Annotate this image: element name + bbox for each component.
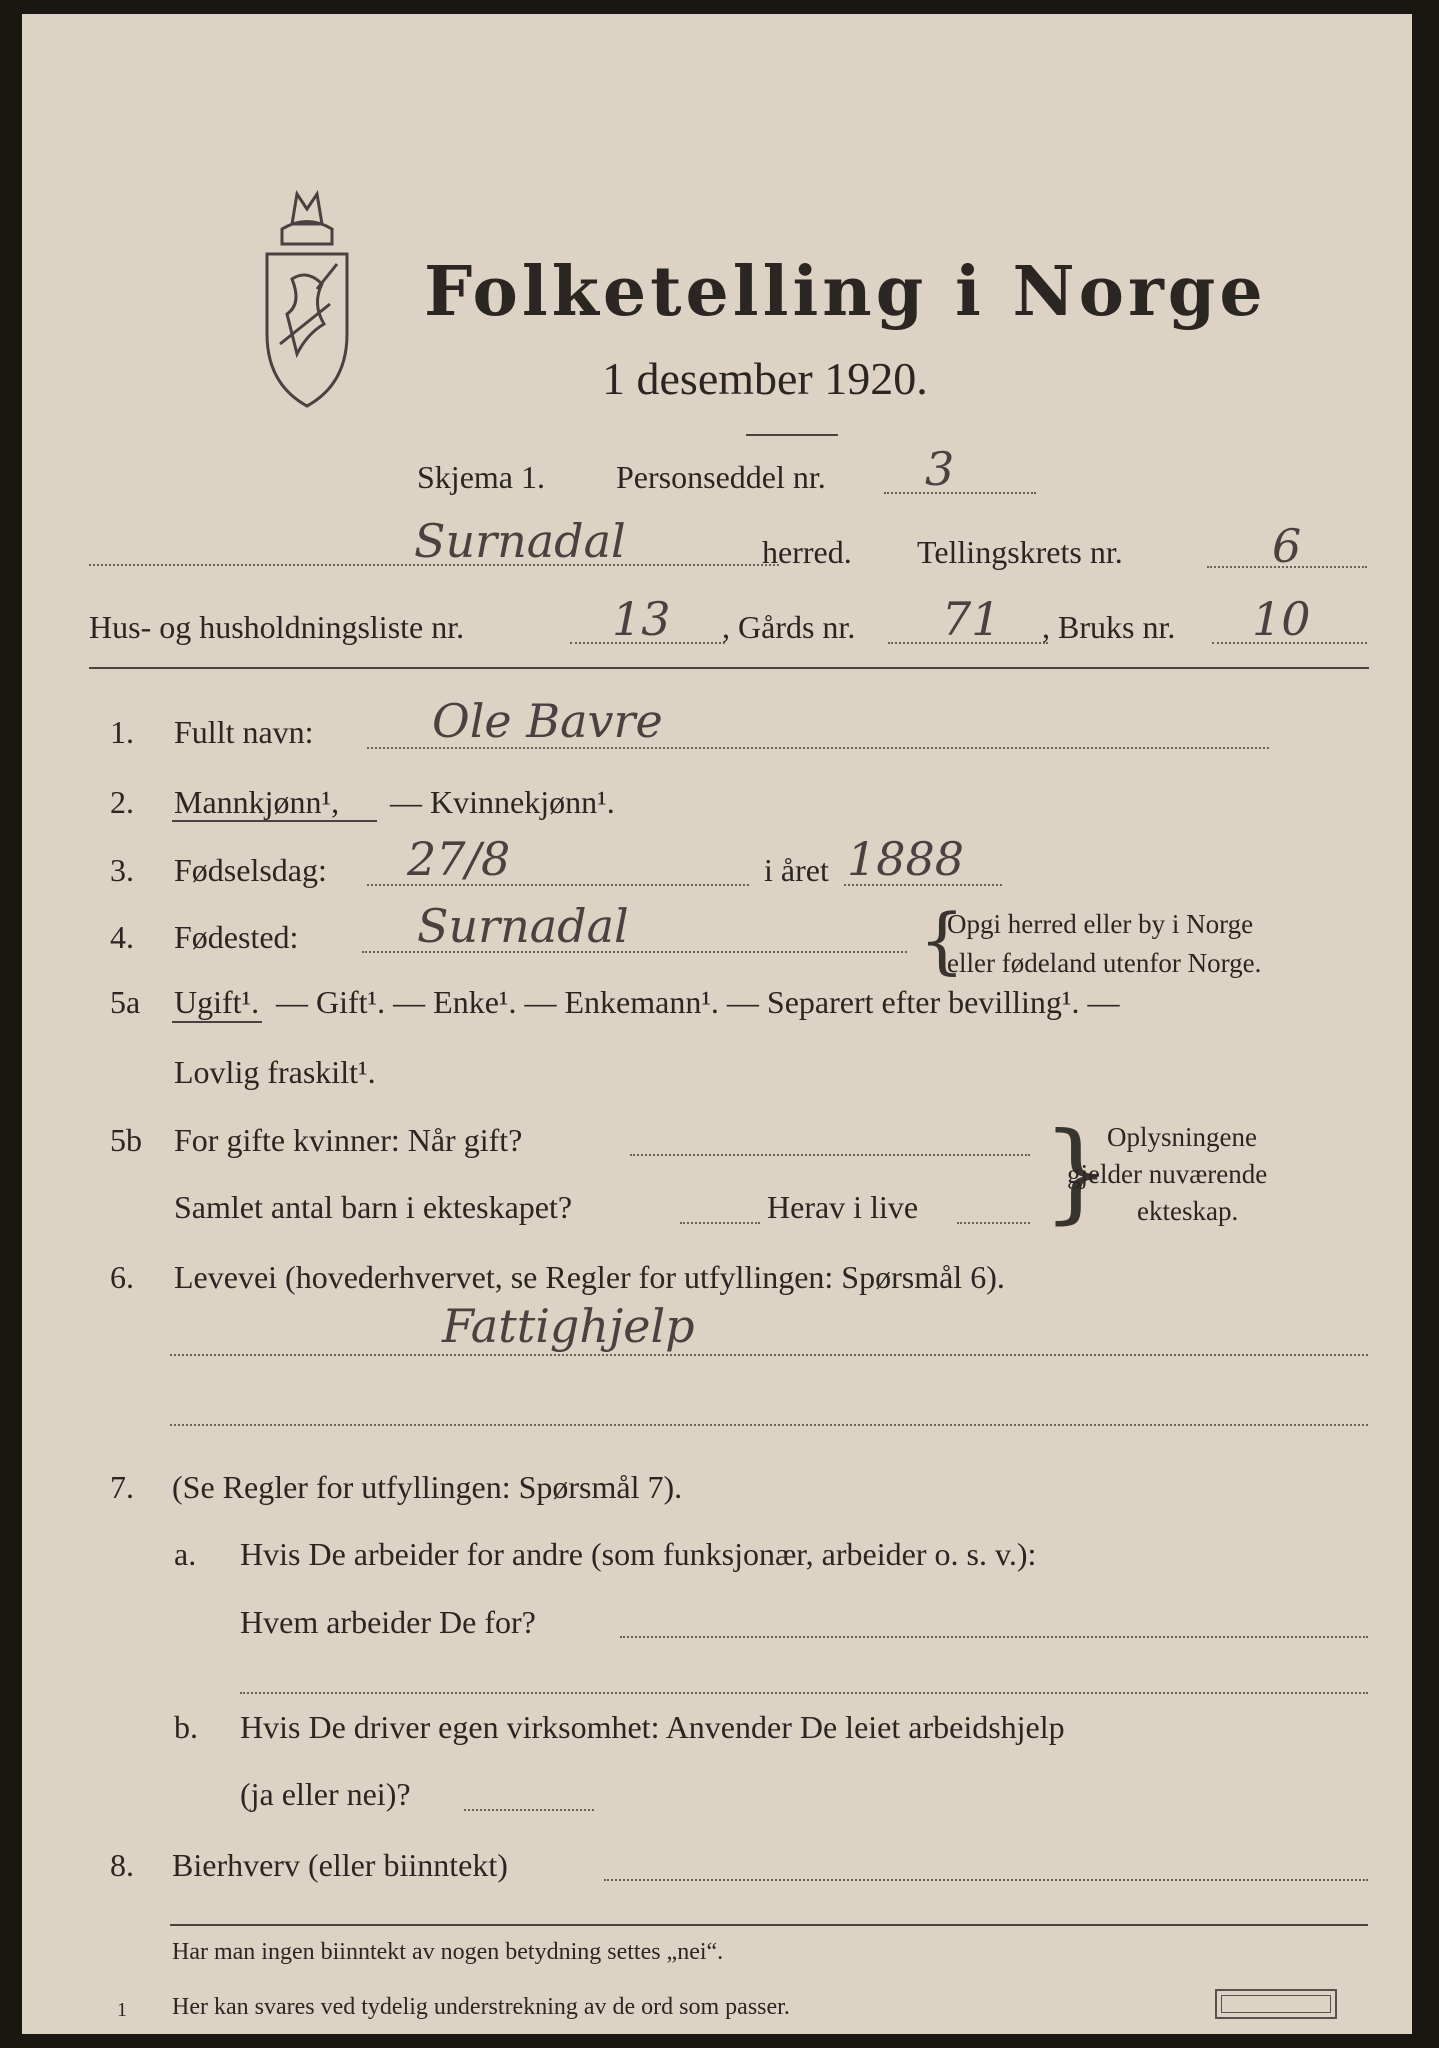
q7a-letter: a. <box>174 1536 197 1572</box>
gards-value: 71 <box>942 592 1001 646</box>
tellingskrets-label: Tellingskrets nr. <box>917 534 1123 570</box>
q5b-label: For gifte kvinner: Når gift? <box>174 1122 523 1158</box>
q7-label: (Se Regler for utfyllingen: Spørsmål 7). <box>172 1469 683 1505</box>
q5b-children-field <box>680 1222 760 1224</box>
q6-value: Fattighjelp <box>442 1299 695 1353</box>
q7-number: 7. <box>110 1469 134 1505</box>
q3-year-label: i året <box>764 852 829 888</box>
q3-value: 27/8 <box>407 832 511 886</box>
q6-label: Levevei (hovederhvervet, se Regler for utfyllingen: Spørsmål 6). <box>174 1259 1005 1295</box>
skjema-label: Skjema 1. <box>417 459 545 495</box>
q7b-line2: (ja eller nei)? <box>240 1776 411 1812</box>
footer-divider <box>170 1924 1368 1926</box>
q5b-herav-field <box>957 1222 1030 1224</box>
hus-label: Hus- og husholdningsliste nr. <box>89 609 465 645</box>
q5b-note-line2: gjelder nuværende <box>1067 1159 1268 1189</box>
herred-label: herred. <box>762 534 852 570</box>
herred-value: Surnadal <box>414 514 626 568</box>
q5b-when-field <box>630 1154 1030 1156</box>
hus-value: 13 <box>612 592 671 646</box>
q2-number: 2. <box>110 784 134 820</box>
q3-number: 3. <box>110 852 134 888</box>
q1-number: 1. <box>110 714 134 750</box>
q5b-herav-label: Herav i live <box>767 1189 919 1225</box>
q7b-label: Hvis De driver egen virksomhet: Anvender De leiet arbeidshjelp <box>240 1709 1065 1745</box>
q4-note-line2: eller fødeland utenfor Norge. <box>947 948 1262 978</box>
footer-note: Har man ingen biinntekt av nogen betydning settes „nei“. <box>172 1939 724 1965</box>
q5a-number: 5a <box>110 984 141 1020</box>
q8-number: 8. <box>110 1847 134 1883</box>
q4-note-line1: Opgi herred eller by i Norge <box>947 909 1254 939</box>
q7a-field-1 <box>620 1636 1368 1638</box>
q5a-ugift-option: Ugift¹. <box>174 984 260 1020</box>
gards-label: , Gårds nr. <box>722 609 856 645</box>
personseddel-value: 3 <box>925 442 955 496</box>
q6-field-2 <box>170 1424 1368 1426</box>
q2-male-underline <box>172 820 377 822</box>
q7a-field-2 <box>240 1692 1368 1694</box>
census-form-page <box>22 14 1412 2034</box>
tellingskrets-value: 6 <box>1272 519 1302 573</box>
census-date: 1 desember 1920. <box>602 353 928 404</box>
q4-note-brace: { <box>919 898 965 982</box>
q5a-line2: Lovlig fraskilt¹. <box>174 1054 376 1090</box>
q7b-field <box>464 1809 594 1811</box>
q5b-note-line1: Oplysningene <box>1107 1122 1257 1152</box>
q5b-number: 5b <box>110 1122 142 1158</box>
q3-label: Fødselsdag: <box>174 852 327 888</box>
q5b-children-label: Samlet antal barn i ekteskapet? <box>174 1189 573 1225</box>
q5b-note-brace: } <box>1042 1110 1111 1235</box>
q2-male-option: Mannkjønn¹, <box>174 784 340 820</box>
personseddel-field <box>884 492 1036 494</box>
form-title: Folketelling i Norge <box>424 252 1267 332</box>
q4-value: Surnadal <box>417 899 629 953</box>
q7a-label: Hvis De arbeider for andre (som funksjonær, arbeider o. s. v.): <box>240 1536 1037 1572</box>
q3-year-value: 1888 <box>847 832 965 886</box>
q4-number: 4. <box>110 919 134 955</box>
q2-female-option: — Kvinnekjønn¹. <box>390 784 615 820</box>
q8-label: Bierhverv (eller biinntekt) <box>172 1847 508 1883</box>
bruks-label: , Bruks nr. <box>1042 609 1176 645</box>
footnote-text: Her kan svares ved tydelig understrekning av de ord som passer. <box>172 1994 790 2020</box>
q1-label: Fullt navn: <box>174 714 314 750</box>
title-divider <box>746 434 838 436</box>
q6-number: 6. <box>110 1259 134 1295</box>
q7b-letter: b. <box>174 1709 198 1745</box>
q7a-line2: Hvem arbeider De for? <box>240 1604 536 1640</box>
q4-label: Fødested: <box>174 919 299 955</box>
q5a-ugift-underline <box>172 1021 262 1023</box>
q8-field <box>604 1879 1368 1881</box>
section-divider <box>89 667 1369 669</box>
q5b-note-line3: ekteskap. <box>1137 1196 1239 1226</box>
q1-value: Ole Bavre <box>432 694 663 748</box>
personseddel-label: Personseddel nr. <box>616 459 826 495</box>
coat-of-arms-icon <box>252 184 362 409</box>
q6-field-1 <box>170 1354 1368 1356</box>
bruks-value: 10 <box>1252 592 1311 646</box>
footnote-number: 1 <box>117 1999 127 2021</box>
printer-stamp <box>1215 1989 1337 2019</box>
q5a-other-options: — Gift¹. — Enke¹. — Enkemann¹. — Separert efter bevilling¹. — <box>276 984 1120 1020</box>
